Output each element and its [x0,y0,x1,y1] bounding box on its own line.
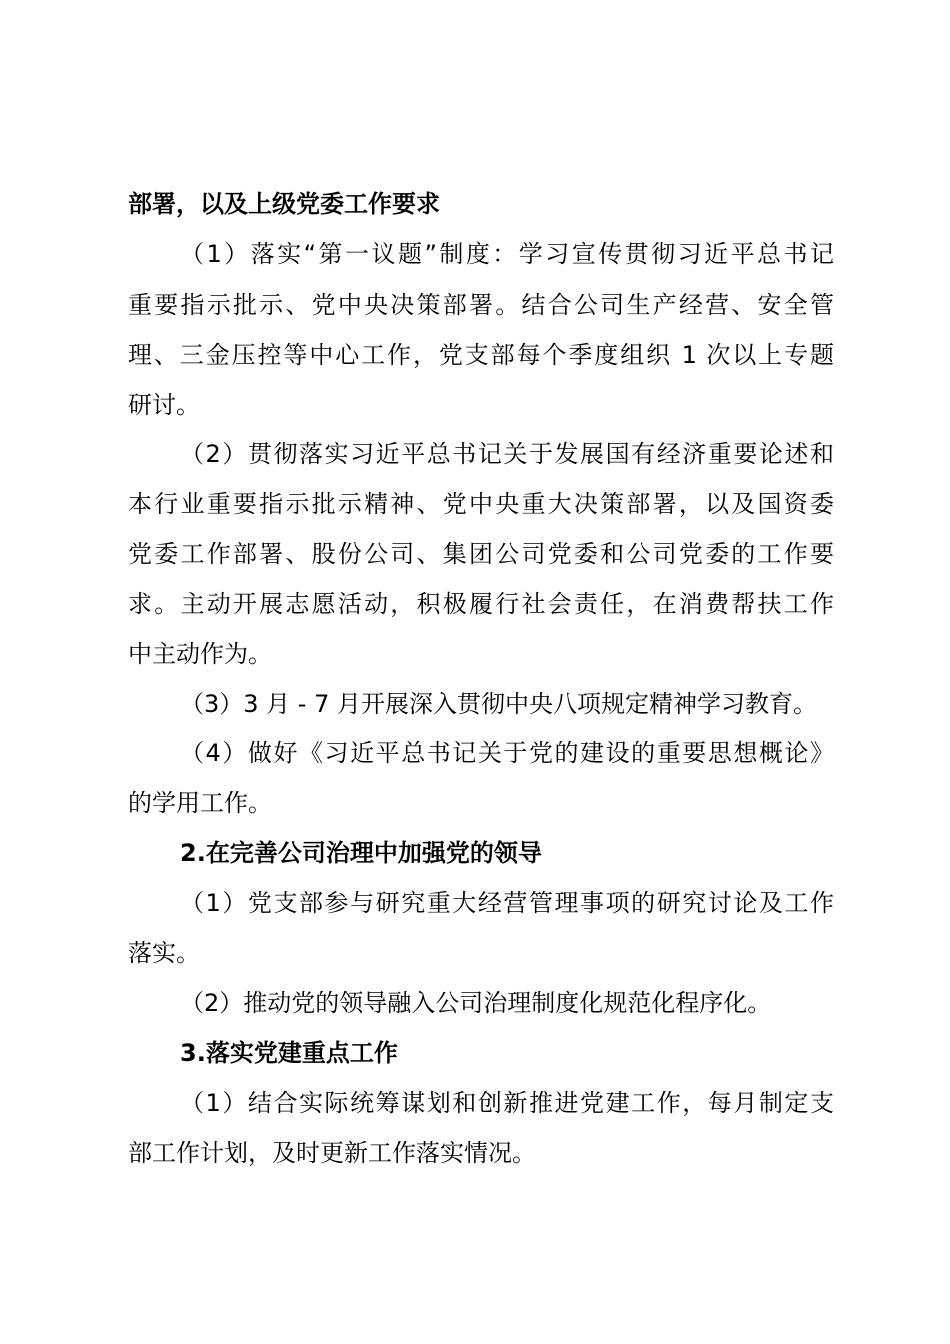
paragraph-line: 本行业重要指示批示精神、党中央重大决策部署，以及国资委 [128,490,834,518]
paragraph-line: 理、三金压控等中心工作，党支部每个季度组织 1 次以上专题 [128,341,834,369]
section-heading: 2.在完善公司治理中加强党的领导 [180,839,542,867]
paragraph-line: 重要指示批示、党中央决策部署。结合公司生产经营、安全管 [128,291,834,319]
paragraph-line: （2）贯彻落实习近平总书记关于发展国有经济重要论述和 [180,440,834,468]
section-heading-continued: 部署，以及上级党委工作要求 [128,190,440,218]
paragraph-line: （4）做好《习近平总书记关于党的建设的重要思想概论》 [180,739,834,767]
paragraph-line: （2）推动党的领导融入公司治理制度化规范化程序化。 [180,989,772,1017]
paragraph-line: （3）3 月 - 7 月开展深入贯彻中央八项规定精神学习教育。 [180,690,817,718]
paragraph-line: （1）结合实际统筹谋划和创新推进党建工作，每月制定支 [180,1089,834,1117]
paragraph-line: （1）落实“第一议题”制度：学习宣传贯彻习近平总书记 [180,240,834,268]
paragraph-line: 落实。 [128,939,200,967]
paragraph-line: （1）党支部参与研究重大经营管理事项的研究讨论及工作 [180,889,834,917]
paragraph-line: 中主动作为。 [128,640,272,668]
paragraph-line: 党委工作部署、股份公司、集团公司党委和公司党委的工作要 [128,540,834,568]
section-heading: 3.落实党建重点工作 [180,1039,398,1067]
paragraph-line: 的学用工作。 [128,789,272,817]
paragraph-line: 部工作计划，及时更新工作落实情况。 [128,1139,536,1167]
paragraph-line: 研讨。 [128,391,200,419]
paragraph-line: 求。主动开展志愿活动，积极履行社会责任，在消费帮扶工作 [128,590,834,618]
